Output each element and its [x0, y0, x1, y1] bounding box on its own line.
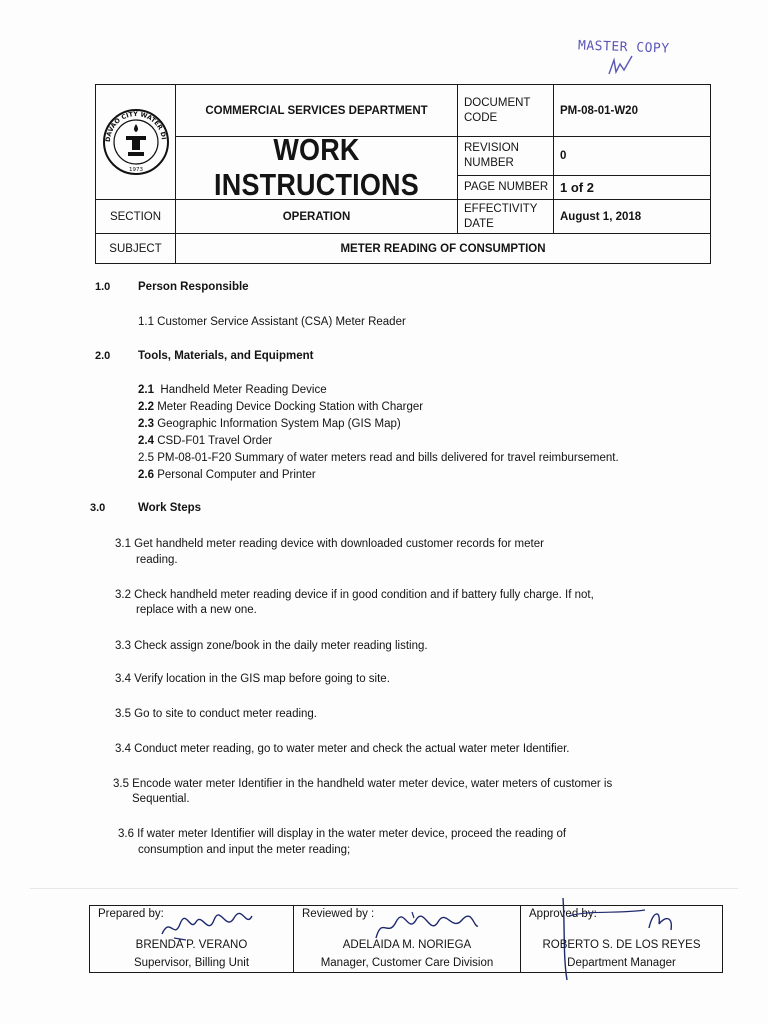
- work-step: 3.6 If water meter Identifier will display in the water meter device, proceed the reading of: [118, 828, 567, 840]
- subject-value: METER READING OF CONSUMPTION: [176, 234, 711, 264]
- signature-table: [89, 905, 723, 973]
- section-3-title: Work Steps: [138, 502, 202, 514]
- logo-year: 1973: [128, 166, 143, 173]
- prepared-by-label: Prepared by:: [98, 908, 164, 920]
- document-code-value: PM-08-01-W20: [554, 85, 711, 137]
- document-type-title: WORK INSTRUCTIONS: [214, 133, 419, 202]
- section-2-title: Tools, Materials, and Equipment: [138, 350, 314, 362]
- section-2-number: 2.0: [95, 350, 111, 362]
- work-step-cont: Sequential.: [132, 793, 190, 805]
- revision-label: REVISION NUMBER: [458, 137, 554, 176]
- work-step: 3.2 Check handheld meter reading device if in good condition and if battery fully charge. If not,: [115, 589, 594, 601]
- reviewed-by-cell: [294, 906, 521, 973]
- reviewed-by-label: Reviewed by :: [302, 908, 375, 920]
- approved-by-label: Approved by:: [529, 908, 597, 920]
- document-code-label: DOCUMENT CODE: [458, 85, 554, 137]
- reviewed-by-name: ADELAIDA M. NORIEGA: [342, 939, 472, 951]
- work-step-cont: replace with a new one.: [136, 604, 257, 616]
- tool-item: 2.6 Personal Computer and Printer: [138, 469, 316, 481]
- footer-divider: [30, 888, 738, 889]
- tool-item: 2.4 CSD-F01 Travel Order: [138, 435, 273, 447]
- section-1-number: 1.0: [95, 281, 111, 293]
- work-step: 3.5 Go to site to conduct meter reading.: [115, 708, 318, 720]
- logo-cell: [96, 85, 176, 200]
- page-number-label: PAGE NUMBER: [458, 176, 554, 200]
- dcwd-logo-icon: [102, 102, 170, 180]
- stamp-initial-signature: [606, 54, 636, 78]
- section-value: OPERATION: [176, 200, 458, 234]
- reviewed-by-role: Manager, Customer Care Division: [320, 957, 494, 969]
- master-copy-stamp: MASTER COPY: [577, 38, 670, 57]
- section-1-item: 1.1 Customer Service Assistant (CSA) Meter Reader: [138, 316, 406, 328]
- page-number-value: 1 of 2: [554, 176, 711, 200]
- section-1-title: Person Responsible: [138, 281, 249, 293]
- reviewed-by-signature: [372, 908, 482, 942]
- section-3-number: 3.0: [90, 502, 106, 514]
- approved-by-cell: [521, 906, 723, 973]
- work-step: 3.1 Get handheld meter reading device with downloaded customer records for meter: [115, 538, 544, 550]
- tool-item: 2.5 PM-08-01-F20 Summary of water meters read and bills delivered for travel reimbursement.: [138, 452, 619, 464]
- prepared-by-signature: [156, 910, 256, 942]
- effectivity-label: EFFECTIVITY DATE: [458, 200, 554, 234]
- approved-by-role: Department Manager: [567, 957, 676, 969]
- approved-by-name: ROBERTO S. DE LOS REYES: [542, 939, 701, 951]
- tool-item: 2.1 Handheld Meter Reading Device: [138, 384, 327, 396]
- tool-item: 2.2 Meter Reading Device Docking Station with Charger: [138, 401, 424, 413]
- document-header-table: [95, 84, 711, 264]
- work-step-cont: consumption and input the meter reading;: [138, 844, 351, 856]
- work-step: 3.3 Check assign zone/book in the daily meter reading listing.: [115, 640, 428, 652]
- work-step-cont: reading.: [136, 554, 178, 566]
- department-name: COMMERCIAL SERVICES DEPARTMENT: [176, 85, 458, 137]
- section-label: SECTION: [96, 200, 176, 234]
- subject-label: SUBJECT: [96, 234, 176, 264]
- prepared-by-cell: [90, 906, 294, 973]
- prepared-by-name: BRENDA P. VERANO: [135, 939, 248, 951]
- tool-item: 2.3 Geographic Information System Map (GIS Map): [138, 418, 401, 430]
- prepared-by-role: Supervisor, Billing Unit: [133, 957, 250, 969]
- logo-text: DAVAO CITY WATER DI: [104, 110, 167, 142]
- work-step: 3.4 Verify location in the GIS map before going to site.: [115, 673, 390, 685]
- work-step: 3.4 Conduct meter reading, go to water meter and check the actual water meter Identifier.: [115, 743, 570, 755]
- document-type-cell: [176, 133, 458, 202]
- revision-value: 0: [554, 137, 711, 176]
- work-step: 3.5 Encode water meter Identifier in the handheld water meter device, water meters of customer is: [113, 778, 613, 790]
- effectivity-date-value: August 1, 2018: [554, 200, 711, 234]
